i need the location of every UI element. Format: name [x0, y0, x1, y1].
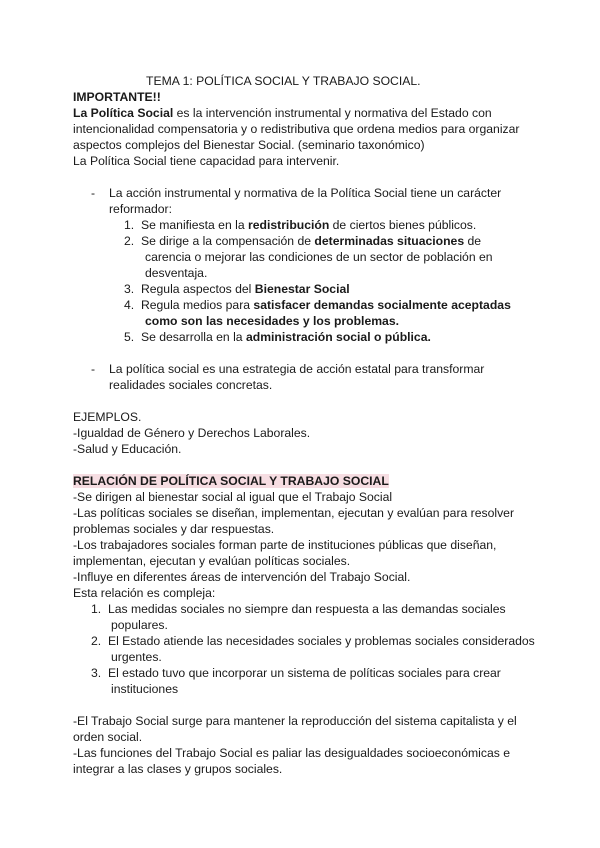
- list-number: 3.: [124, 282, 135, 296]
- list-item: [91, 633, 535, 649]
- relation-line: implementan, ejecutan y evalúan políticas sociales.: [73, 554, 351, 568]
- list-text-bold: administración social o pública.: [245, 330, 431, 344]
- list-number: 3.: [91, 666, 102, 680]
- bullet-1-line-2: reformador:: [109, 202, 172, 216]
- relation-line: Esta relación es compleja:: [73, 586, 216, 600]
- list-number: 2.: [124, 234, 135, 248]
- list-item-continuation: como son las necesidades y los problemas.: [145, 314, 400, 328]
- list-item: [124, 233, 481, 249]
- relation-line: -Influye en diferentes áreas de intervención del Trabajo Social.: [73, 570, 411, 584]
- list-text: Regula aspectos del: [140, 282, 255, 296]
- closing-line: orden social.: [73, 730, 143, 744]
- bullet-dash: -: [91, 186, 96, 200]
- list-item: [91, 665, 501, 681]
- page-title: TEMA 1: POLÍTICA SOCIAL Y TRABAJO SOCIAL.: [146, 74, 421, 88]
- list-text: El estado tuvo que incorporar un sistema de políticas sociales para crear: [107, 666, 501, 680]
- bullet-2-line-1: La política social es una estrategia de acción estatal para transformar: [109, 362, 485, 376]
- list-item-continuation: urgentes.: [111, 650, 162, 664]
- list-text: de: [464, 234, 482, 248]
- list-number: 1.: [91, 602, 102, 616]
- relation-line: -Se dirigen al bienestar social al igual que el Trabajo Social: [73, 490, 393, 504]
- list-text: Regula medios para: [140, 298, 254, 312]
- bullet-1-line-1: La acción instrumental y normativa de la Política Social tiene un carácter: [109, 186, 502, 200]
- list-number: 2.: [91, 634, 102, 648]
- definition-line-1-rest: es la intervención instrumental y normativa del Estado con: [173, 106, 492, 120]
- list-text: Se desarrolla en la: [140, 330, 246, 344]
- list-item-continuation: instituciones: [111, 682, 179, 696]
- list-item: [124, 329, 431, 345]
- list-item-continuation: carencia o mejorar las condiciones de un sector de población en: [145, 250, 493, 264]
- definition-term: La Política Social: [73, 106, 174, 120]
- relation-line: -Los trabajadores sociales forman parte de instituciones públicas que diseñan,: [73, 538, 497, 552]
- list-text: de ciertos bienes públicos.: [329, 218, 477, 232]
- list-text-bold: determinadas situaciones: [314, 234, 465, 248]
- list-item: [91, 601, 506, 617]
- closing-line: -El Trabajo Social surge para mantener la reproducción del sistema capitalista y el: [73, 714, 517, 728]
- list-text: Se dirige a la compensación de: [140, 234, 315, 248]
- highlighted-heading: RELACIÓN DE POLÍTICA SOCIAL Y TRABAJO SOCIAL: [73, 474, 389, 488]
- important-heading: IMPORTANTE!!: [73, 90, 161, 104]
- closing-line: -Las funciones del Trabajo Social es paliar las desigualdades socioeconómicas e: [73, 746, 510, 760]
- definition-line-2: intencionalidad compensatoria y o redistributiva que ordena medios para organizar: [73, 122, 520, 136]
- relation-line: problemas sociales y dar respuestas.: [73, 522, 275, 536]
- list-text: Se manifiesta en la: [140, 218, 248, 232]
- list-text-bold: satisfacer demandas socialmente aceptadas: [253, 298, 511, 312]
- definition-line-1: [73, 105, 492, 121]
- examples-heading: EJEMPLOS.: [73, 410, 142, 424]
- list-item-continuation: desventaja.: [145, 266, 208, 280]
- list-item: [124, 281, 350, 297]
- list-text: El Estado atiende las necesidades sociales y problemas sociales considerados: [107, 634, 535, 648]
- list-text: Las medidas sociales no siempre dan respuesta a las demandas sociales: [107, 602, 506, 616]
- bullet-2-line-2: realidades sociales concretas.: [109, 378, 273, 392]
- section-heading: [73, 473, 389, 489]
- definition-line-3: aspectos complejos del Bienestar Social. (seminario taxonómico): [73, 138, 425, 152]
- bullet-dash: -: [91, 362, 96, 376]
- list-text-bold: redistribución: [248, 218, 330, 232]
- list-item: [124, 217, 476, 233]
- definition-line-4: La Política Social tiene capacidad para intervenir.: [73, 154, 340, 168]
- list-item-continuation: populares.: [111, 618, 168, 632]
- relation-line: -Las políticas sociales se diseñan, implementan, ejecutan y evalúan para resolver: [73, 506, 515, 520]
- list-text-bold: Bienestar Social: [254, 282, 350, 296]
- list-item: [124, 297, 511, 313]
- list-number: 4.: [124, 298, 135, 312]
- example-item: -Igualdad de Género y Derechos Laborales.: [73, 426, 311, 440]
- list-number: 5.: [124, 330, 135, 344]
- example-item: -Salud y Educación.: [73, 442, 182, 456]
- list-number: 1.: [124, 218, 135, 232]
- closing-line: integrar a las clases y grupos sociales.: [73, 762, 283, 776]
